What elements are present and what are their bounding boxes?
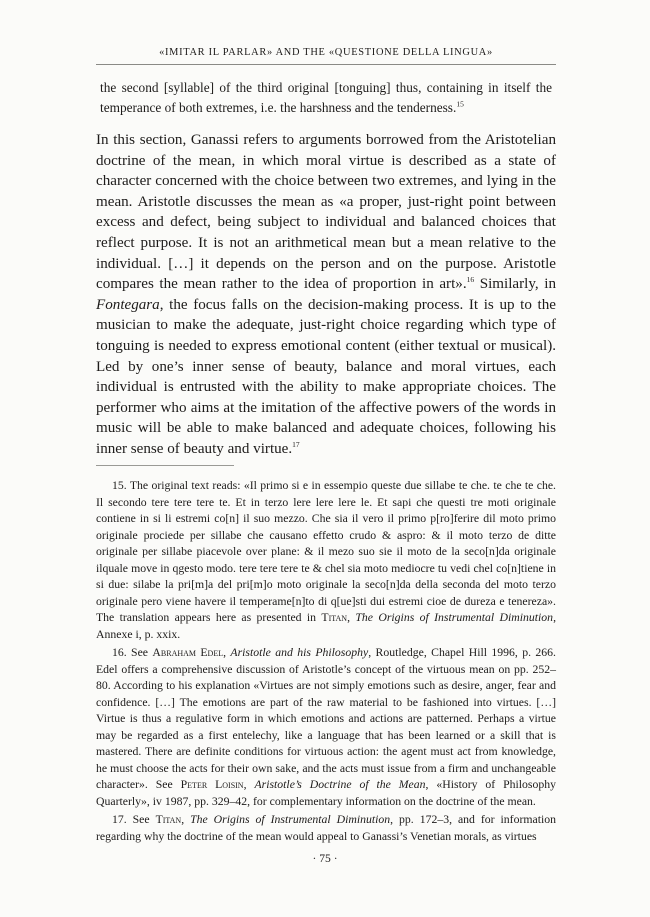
footnote-16 [96,645,556,810]
footnote-rule [96,465,234,466]
footnote-author: Titan [321,611,348,624]
footnote-title: Aristotle and his Philosophy [230,646,369,659]
footnote-tail: , Annexe i, p. xxix. [96,611,556,641]
footnote-title-2: Aristotle’s Doctrine of the Mean [254,778,426,791]
footnote-see: See [126,813,156,826]
footnote-separator: , [347,611,356,624]
footnote-title: The Origins of Instrumental Diminution [190,813,391,826]
footnote-author-2: Peter Loisin [180,778,244,791]
footnote-number: 15. [112,479,127,492]
body-text-part-3: , the focus falls on the decision-making process. It is up to the musician to make the adequate, just-right choice regarding which type of tonguing is needed to express emotional content (either textual or musical). Led by one’s inner sense of beauty, balance and moral virtues, each individual is entrusted with the ability to make appropriate choices. The performer who aims at the imitation of the affective powers of the words in music will be able to make balanced and adequate choices, following his inner sense of beauty and virtue. [96,296,556,457]
footnote-author: Abraham Edel [152,646,224,659]
footnote-title: The Origins of Instrumental Diminution [355,611,554,624]
footnote-ref-17[interactable]: 17 [292,439,300,449]
footnote-15 [96,478,556,643]
page-number: · 75 · [312,852,338,865]
treatise-title: Fontegara [96,296,160,313]
footnote-separator: , [181,813,191,826]
footnote-see: See [126,646,153,659]
footnote-text: The original text reads: «Il primo si e in essempio queste due sillabe te che. te che te che. Il secondo tere tere tere te. Et in terzo lere lere lere le. Et sapi che questi tre moti originale contiene in si li estremi co[n] il suo mezzo. Che sia il vero il primo p[ro]ferire dil moto primo originale prociede per sillabe che causano effetto crudo & aspro: & il moto terzo de ditte originale per sillabe piacevole over plane: & il mezo suo sie il moto de la seco[n]da originale ilquale move in qgesto modo. tere tere tere te & chel sia moto mediocre tu vedi chel co[n]tiene in si due: silabe la pri[m]a del pri[m]o moto originale la seco[n]da della seconda del moto terzo originale pero viene havere il temperame[n]to di q[ue]sti dui estremi cioe de dureza e tenereza». The translation appears here as presented in [96,479,556,624]
body-paragraph [96,130,556,460]
footnote-ref-15[interactable]: 15 [456,99,464,109]
running-head: «IMITAR IL PARLAR» AND THE «QUESTIONE DELLA LINGUA» [159,47,493,58]
block-quote [100,78,552,118]
footnotes [96,478,556,847]
header-rule [96,64,556,65]
footnote-tail: , «History of Philosophy Quarterly», iv 1987, pp. 329–42, for complementary information on the doctrine of the mean. [96,778,556,808]
footnote-author: Titan [155,813,182,826]
block-quote-text: the second [syllable] of the third original [tonguing] thus, containing in itself the temperance of both extremes, i.e. the harshness and the tenderness. [100,80,552,115]
body-text-part-2: Similarly, in [474,276,556,293]
footnote-17 [96,812,556,845]
footnote-separator-2: , [243,778,255,791]
footnote-text: , pp. 172–3, and for information regarding why the doctrine of the mean would appeal to Ganassi’s Venetian morals, as virtues [96,813,557,843]
footnote-separator: , [223,646,231,659]
footnote-number: 16. [112,646,127,659]
footnote-number: 17. [112,813,127,826]
footnote-ref-16[interactable]: 16 [466,275,475,285]
footnote-text: , Routledge, Chapel Hill 1996, p. 266. Edel offers a comprehensive discussion of Aristotle’s concept of the virtuous mean on pp. 252–80. According to his explanation «Virtues are not simply emotions such as desire, anger, fear and confidence. […] The emotions are part of the raw material to be fashioned into virtues. […] Virtue is thus a regulative form in which emotions and actions are patterned. Perhaps a virtue may be regarded as a first entelechy, like a language that has been learned or a skill that is mastered. There are definite conditions for virtuous action: the agent must act from knowledge, he must choose the acts for their own sake, and the acts must issue from a firm and unchangeable character». See [96,646,556,791]
body-text-part-1: In this section, Ganassi refers to arguments borrowed from the Aristotelian doctrine of the mean, in which moral virtue is described as a state of character concerned with the choice between two extremes, and lying in the mean. Aristotle discusses the mean as «a proper, just-right point between excess and defect, being subject to individual and balanced choices that reflect purpose. It is not an arithmetical mean but a mean relative to the individual. […] it depends on the person and on the purpose. Aristotle compares the mean rather to the idea of proportion in art». [96,132,556,293]
